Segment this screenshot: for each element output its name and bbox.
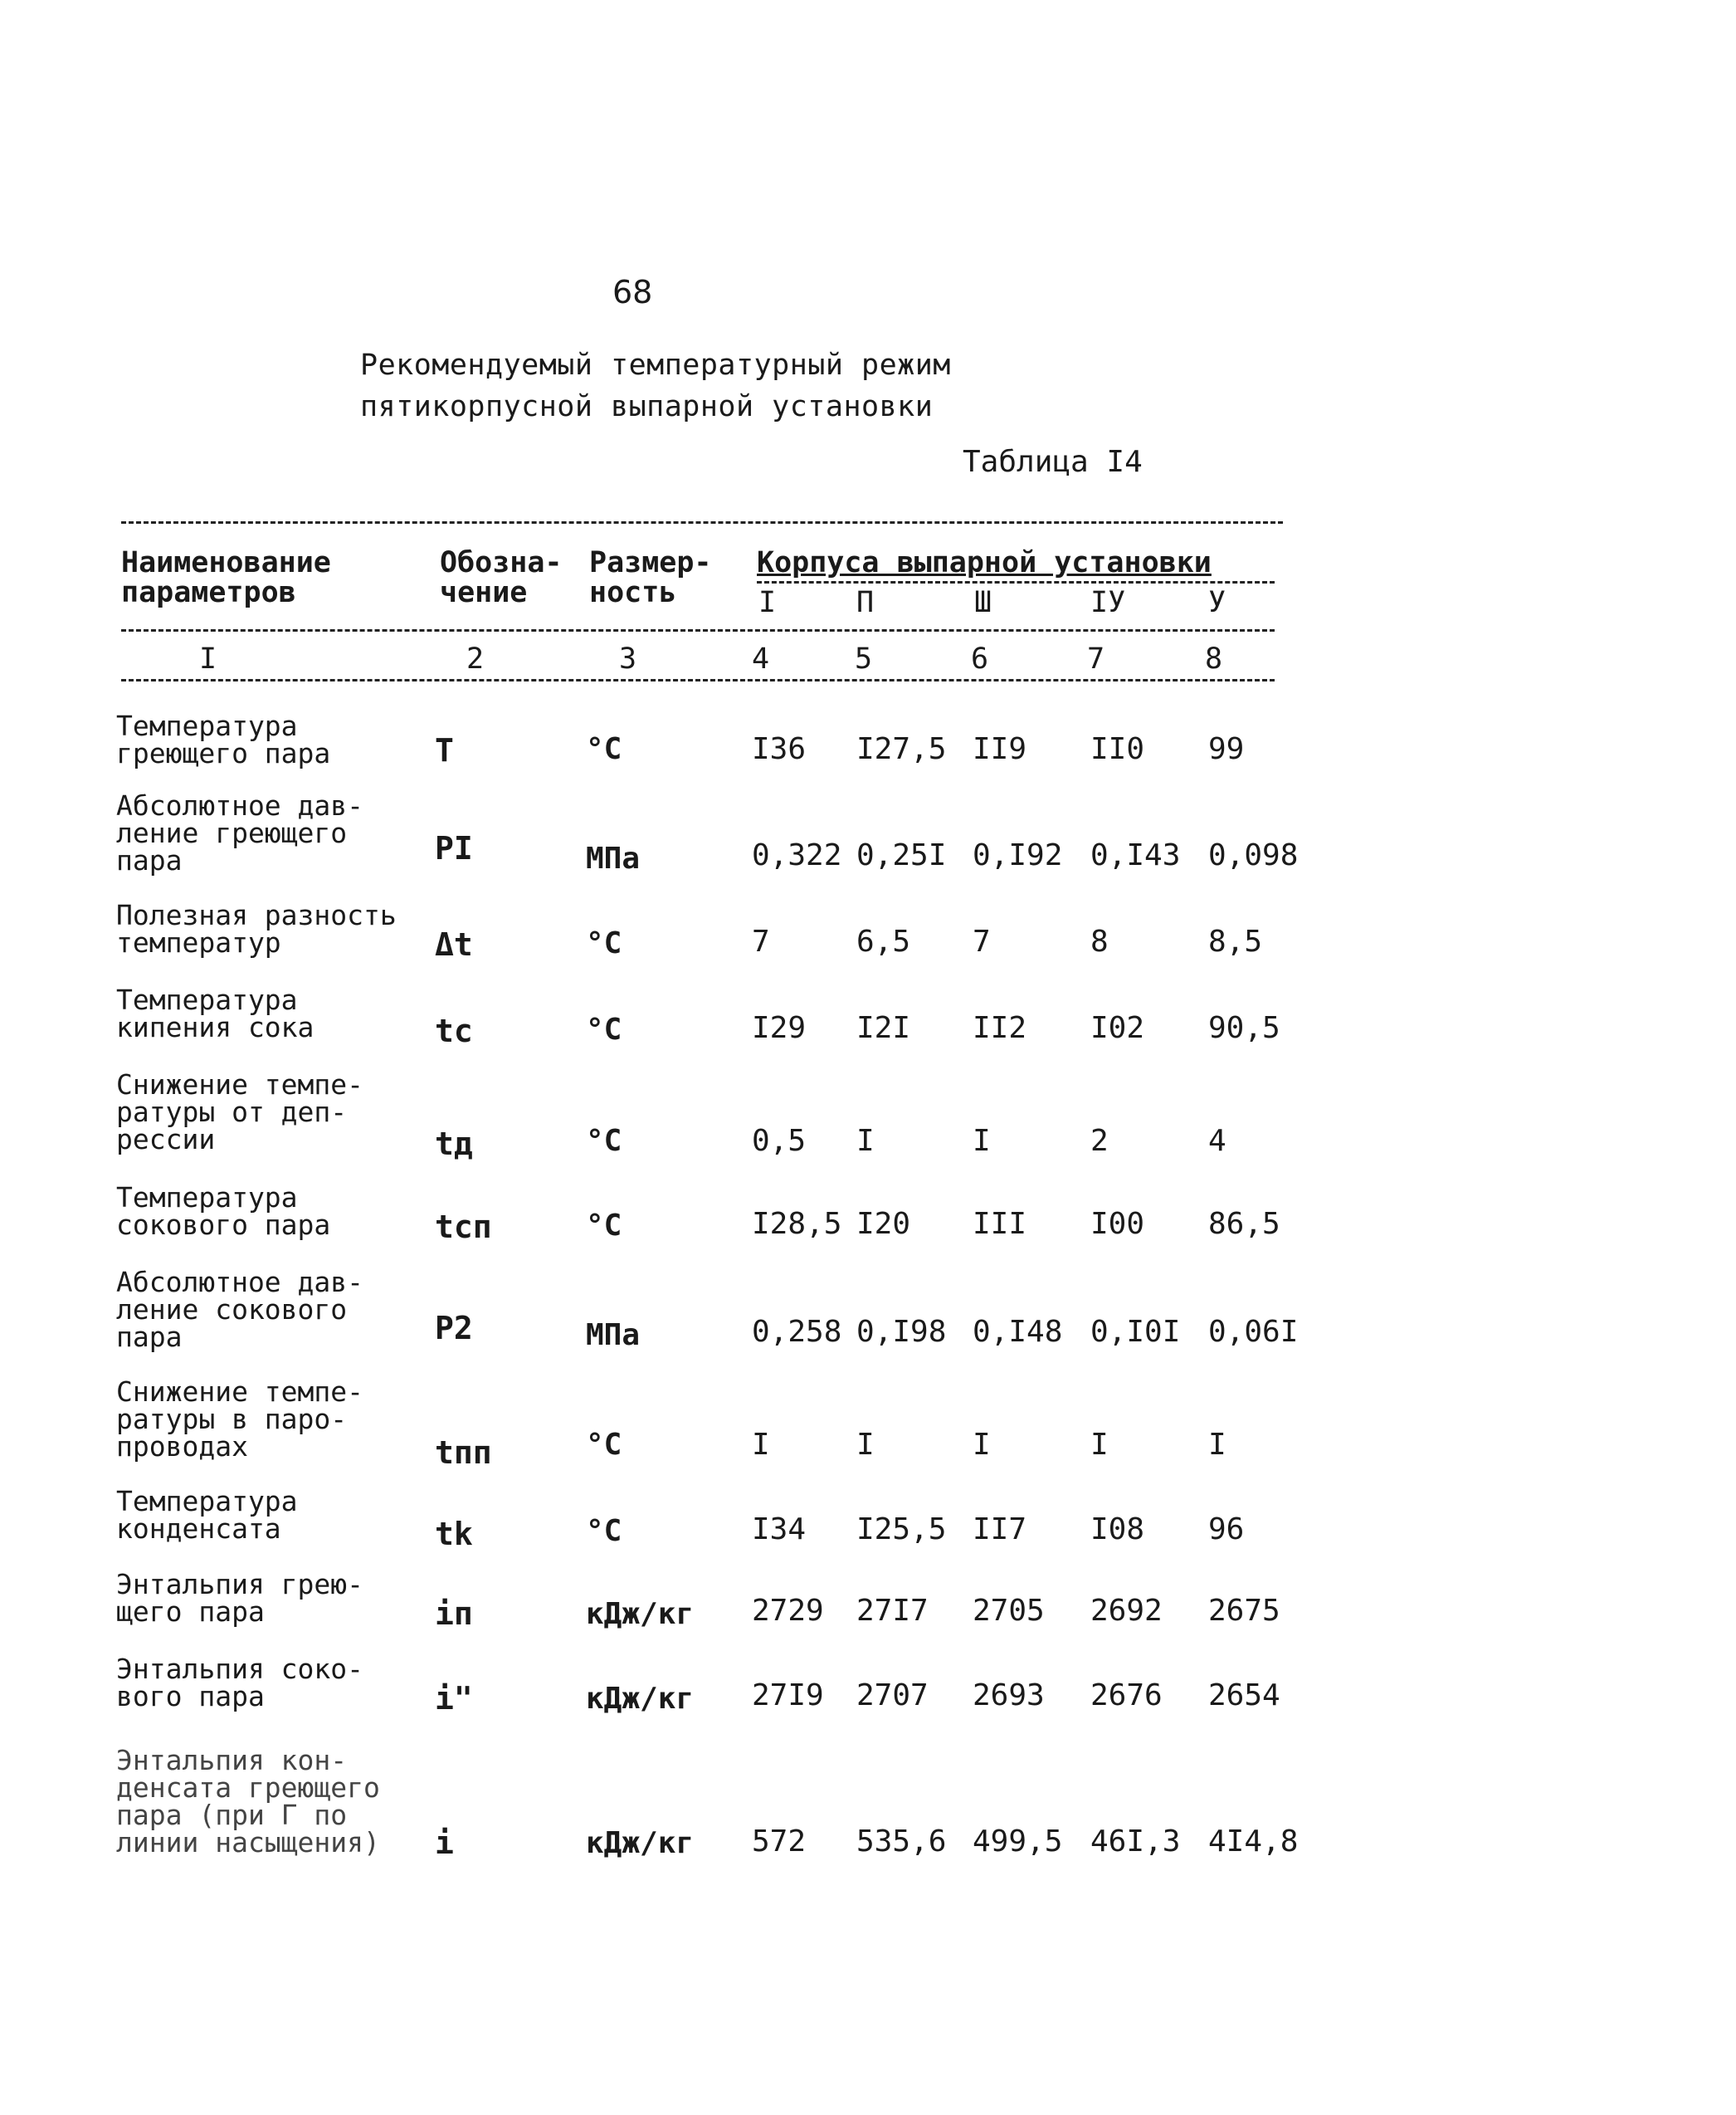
parameter-unit: кДж/кг (586, 1682, 695, 1716)
column-number-7: 7 (1087, 642, 1105, 676)
value-corpus-1: 572 (752, 1824, 807, 1859)
value-corpus-3: II2 (973, 1011, 1027, 1045)
value-corpus-1: I29 (752, 1011, 807, 1045)
value-corpus-4: 8 (1090, 925, 1109, 959)
parameter-unit: кДж/кг (586, 1826, 695, 1860)
column-number-4: 4 (752, 642, 770, 676)
value-corpus-2: I (856, 1124, 875, 1158)
value-corpus-2: I20 (856, 1207, 911, 1241)
value-corpus-2: 0,I98 (856, 1315, 947, 1349)
header-unit: Размер- ность (589, 546, 712, 609)
value-corpus-4: 2692 (1090, 1594, 1163, 1628)
value-corpus-4: 0,I43 (1090, 838, 1181, 872)
value-corpus-3: II9 (973, 732, 1027, 766)
parameter-unit: °C (586, 1124, 622, 1158)
value-corpus-1: 0,258 (752, 1315, 842, 1349)
value-corpus-5: 90,5 (1208, 1011, 1280, 1045)
header-corpus-2: П (856, 586, 875, 619)
value-corpus-1: 7 (752, 925, 770, 959)
parameter-name: Температура кипения сока (116, 984, 315, 1043)
column-number-5: 5 (855, 642, 873, 676)
parameter-name: Снижение темпе- ратуры от деп- рессии (116, 1068, 364, 1155)
value-corpus-1: I34 (752, 1512, 807, 1546)
parameter-unit: °C (586, 732, 622, 766)
header-symbol: Обозна- чение (440, 546, 563, 609)
value-corpus-4: 2 (1090, 1124, 1109, 1158)
value-corpus-3: 2693 (973, 1678, 1045, 1712)
parameter-unit: °C (586, 926, 622, 960)
parameter-name: Энтальпия соко- вого пара (116, 1653, 364, 1712)
value-corpus-5: 4 (1208, 1124, 1226, 1158)
parameter-unit: °C (586, 1209, 622, 1243)
parameter-symbol: iп (435, 1595, 473, 1632)
parameter-symbol: tс (435, 1013, 473, 1049)
value-corpus-5: 2675 (1208, 1594, 1280, 1628)
value-corpus-5: 0,06I (1208, 1315, 1299, 1349)
table-title-line-1: Рекомендуемый температурный режим (360, 349, 951, 382)
value-corpus-5: 0,098 (1208, 838, 1299, 872)
value-corpus-3: 0,I92 (973, 838, 1063, 872)
value-corpus-2: 6,5 (856, 925, 911, 959)
column-numbers-rule (121, 679, 1275, 681)
value-corpus-5: 99 (1208, 732, 1245, 766)
header-corpora-group: Корпуса выпарной установки (757, 546, 1212, 579)
parameter-name: Энтальпия кон- денсата греющего пара (при Г по линии насыщения) (116, 1744, 380, 1859)
value-corpus-1: I28,5 (752, 1207, 842, 1241)
value-corpus-1: 0,322 (752, 838, 842, 872)
parameter-symbol: P2 (435, 1310, 473, 1346)
value-corpus-4: I00 (1090, 1207, 1145, 1241)
parameter-symbol: tд (435, 1126, 473, 1162)
header-parameter-name: Наименование параметров (121, 546, 331, 609)
value-corpus-5: 86,5 (1208, 1207, 1280, 1241)
header-corpus-5: У (1208, 586, 1226, 619)
value-corpus-3: 499,5 (973, 1824, 1063, 1859)
table-title-line-2: пятикорпусной выпарной установки (360, 390, 934, 423)
value-corpus-3: I (973, 1428, 991, 1462)
corpora-group-rule (757, 581, 1275, 584)
value-corpus-1: 27I9 (752, 1678, 824, 1712)
table-top-rule (121, 521, 1283, 524)
parameter-symbol: Δt (435, 926, 473, 963)
value-corpus-4: I (1090, 1428, 1109, 1462)
parameter-symbol: PI (435, 830, 473, 867)
value-corpus-3: 0,I48 (973, 1315, 1063, 1349)
parameter-symbol: i (435, 1824, 454, 1861)
table-label: Таблица I4 (963, 445, 1143, 479)
parameter-symbol: tсп (435, 1209, 492, 1245)
value-corpus-3: I (973, 1124, 991, 1158)
parameter-name: Температура конденсата (116, 1485, 298, 1545)
value-corpus-3: 2705 (973, 1594, 1045, 1628)
value-corpus-2: 2707 (856, 1678, 929, 1712)
value-corpus-2: I25,5 (856, 1512, 947, 1546)
column-number-2: 2 (466, 642, 485, 676)
value-corpus-1: I (752, 1428, 770, 1462)
parameter-symbol: tk (435, 1516, 473, 1552)
parameter-name: Абсолютное дав- ление греющего пара (116, 789, 364, 877)
value-corpus-1: I36 (752, 732, 807, 766)
parameter-name: Абсолютное дав- ление сокового пара (116, 1266, 364, 1353)
parameter-unit: МПа (586, 1318, 641, 1352)
value-corpus-2: 27I7 (856, 1594, 929, 1628)
value-corpus-2: I2I (856, 1011, 911, 1045)
parameter-name: Энтальпия грею- щего пара (116, 1568, 364, 1628)
parameter-name: Температура греющего пара (116, 710, 331, 769)
column-number-3: 3 (619, 642, 637, 676)
parameter-name: Температура сокового пара (116, 1181, 331, 1241)
parameter-unit: °C (586, 1428, 622, 1462)
parameter-unit: °C (586, 1013, 622, 1047)
value-corpus-5: 4I4,8 (1208, 1824, 1299, 1859)
value-corpus-5: 8,5 (1208, 925, 1263, 959)
header-corpus-3: Ш (974, 586, 992, 619)
parameter-symbol: tпп (435, 1434, 492, 1471)
value-corpus-2: 535,6 (856, 1824, 947, 1859)
value-corpus-3: II7 (973, 1512, 1027, 1546)
column-number-6: 6 (971, 642, 989, 676)
header-corpus-4: IУ (1090, 586, 1126, 619)
parameter-unit: кДж/кг (586, 1597, 695, 1631)
value-corpus-4: 0,I0I (1090, 1315, 1181, 1349)
column-number-1: I (199, 642, 217, 676)
value-corpus-3: 7 (973, 925, 991, 959)
parameter-name: Снижение темпе- ратуры в паро- проводах (116, 1375, 364, 1463)
value-corpus-2: I27,5 (856, 732, 947, 766)
parameter-name: Полезная разность температур (116, 899, 397, 959)
value-corpus-1: 0,5 (752, 1124, 807, 1158)
parameter-symbol: i" (435, 1680, 473, 1717)
value-corpus-2: I (856, 1428, 875, 1462)
value-corpus-4: I02 (1090, 1011, 1145, 1045)
value-corpus-4: I08 (1090, 1512, 1145, 1546)
parameter-symbol: T (435, 732, 454, 769)
parameter-unit: °C (586, 1514, 622, 1548)
value-corpus-4: II0 (1090, 732, 1145, 766)
value-corpus-3: III (973, 1207, 1027, 1241)
page-number: 68 (612, 274, 653, 310)
header-bottom-rule (121, 629, 1275, 632)
header-corpus-1: I (758, 586, 777, 619)
column-number-8: 8 (1205, 642, 1223, 676)
value-corpus-2: 0,25I (856, 838, 947, 872)
value-corpus-5: 96 (1208, 1512, 1245, 1546)
value-corpus-4: 46I,3 (1090, 1824, 1181, 1859)
value-corpus-1: 2729 (752, 1594, 824, 1628)
parameter-unit: МПа (586, 842, 641, 876)
value-corpus-5: 2654 (1208, 1678, 1280, 1712)
value-corpus-4: 2676 (1090, 1678, 1163, 1712)
value-corpus-5: I (1208, 1428, 1226, 1462)
